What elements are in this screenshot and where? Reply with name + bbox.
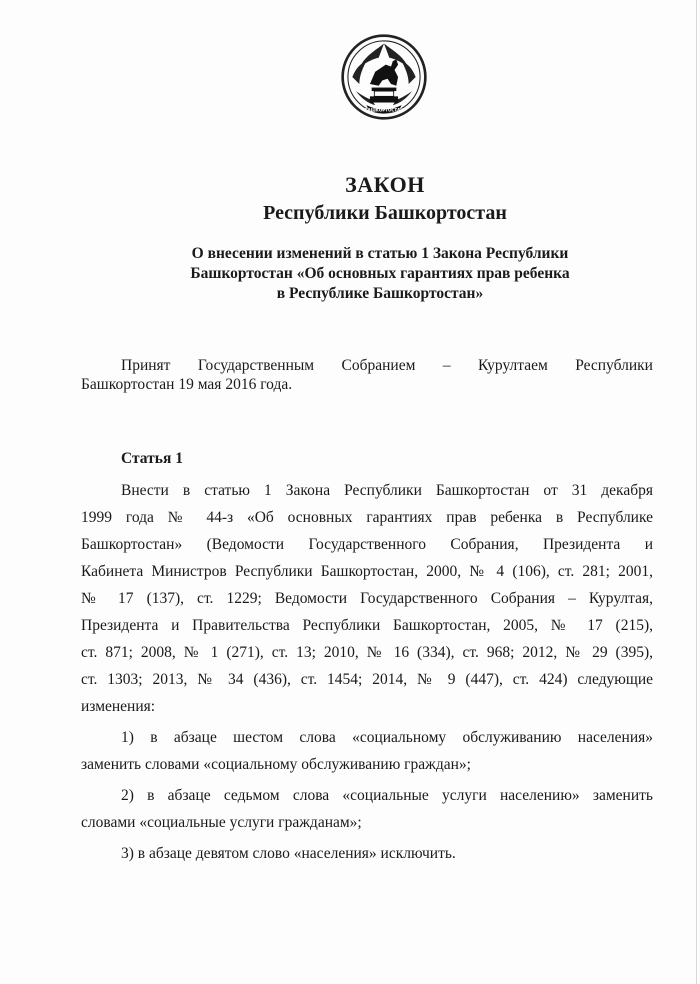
article-heading: Статья 1 [121, 450, 183, 467]
body-line: ст. 871; 2008, № 1 (271), ст. 13; 2010, № 16 (334), ст. 968; 2012, № 29 (395), [81, 644, 653, 661]
item-1-line: заменить словами «социальному обслуживанию граждан»; [81, 756, 471, 773]
body-line: № 17 (137), ст. 1229; Ведомости Государственного Собрания – Курултая, [81, 590, 653, 607]
law-subject-line: в Республике Башкортостан» [276, 285, 484, 302]
body-line: 1999 года № 44-з «Об основных гарантиях прав ребенка в Республике [81, 509, 653, 526]
body-line: Кабинета Министров Республики Башкортостан, 2000, № 4 (106), ст. 281; 2001, [81, 563, 653, 580]
adoption-note [81, 356, 653, 394]
body-line: Внести в статью 1 Закона Республики Башкортостан от 31 декабря [121, 482, 653, 499]
item-1-line: 1) в абзаце шестом слова «социальному обслуживанию населения» [121, 729, 653, 746]
adoption-line-2: Башкортостан 19 мая 2016 года. [81, 376, 293, 393]
item-2-line: 2) в абзаце седьмом слова «социальные услуги населению» заменить [121, 787, 653, 804]
law-issuer: Республики Башкортостан [263, 202, 507, 224]
law-title: ЗАКОН [345, 172, 425, 197]
body-line: Президента и Правительства Республики Башкортостан, 2005, № 17 (215), [81, 617, 653, 634]
body-line: Башкортостан» (Ведомости Государственного Собрания, Президента и [81, 536, 653, 553]
svg-text:БАШКОРТОСТАН: БАШКОРТОСТАН [364, 107, 404, 113]
item-2-line: словами «социальные услуги гражданам»; [81, 814, 362, 831]
coat-of-arms-emblem [340, 33, 428, 121]
law-subject [150, 244, 610, 304]
body-line: изменения: [81, 698, 156, 715]
body-line: ст. 1303; 2013, № 34 (436), ст. 1454; 2014, № 9 (447), ст. 424) следующие [81, 671, 653, 688]
item-3-line: 3) в абзаце девятом слово «населения» исключить. [121, 845, 456, 862]
article-body [81, 477, 653, 867]
law-subject-line: О внесении изменений в статью 1 Закона Республики [191, 245, 569, 262]
page-edge-line [696, 0, 697, 984]
adoption-line-1: Принят Государственным Собранием – Курултаем Республики [121, 357, 653, 374]
law-subject-line: Башкортостан «Об основных гарантиях прав ребенка [190, 265, 570, 282]
